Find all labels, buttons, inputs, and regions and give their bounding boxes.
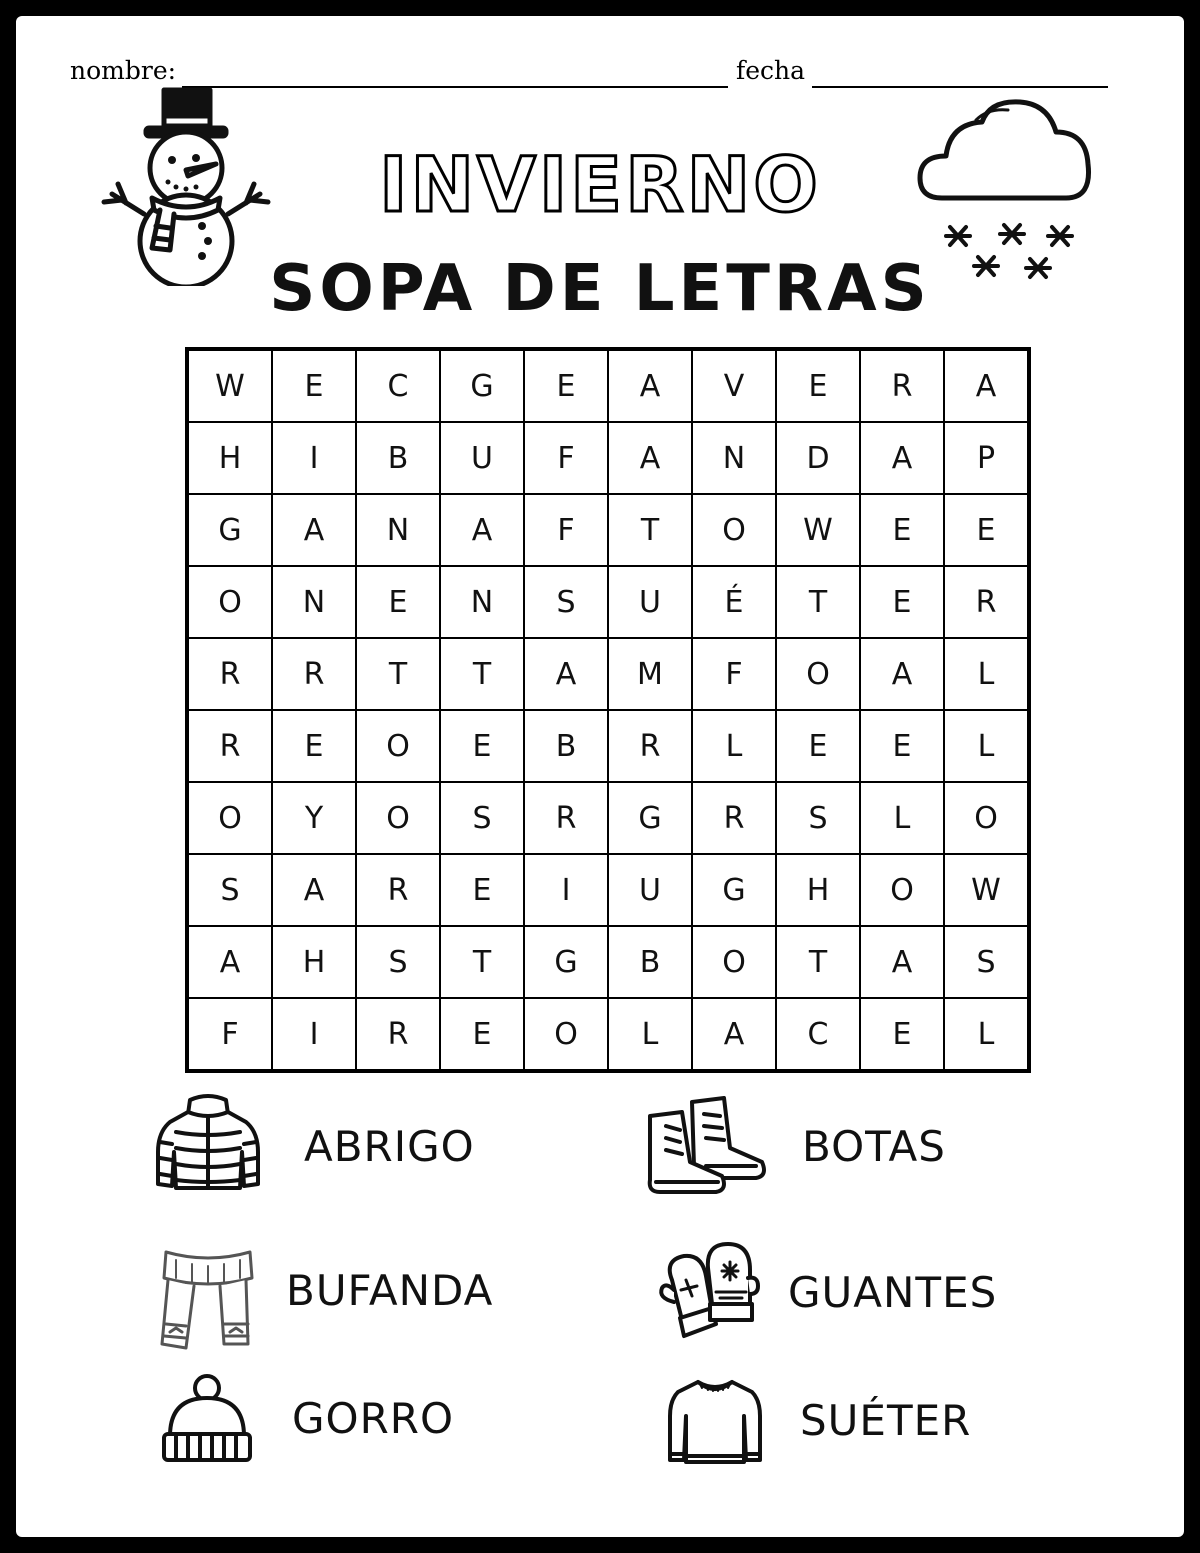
grid-cell[interactable]: O [944,782,1029,854]
grid-cell[interactable]: N [692,422,776,494]
grid-cell[interactable]: E [860,494,944,566]
grid-cell[interactable]: A [692,998,776,1071]
grid-cell[interactable]: R [187,638,272,710]
grid-cell[interactable]: E [440,998,524,1071]
word-label: BOTAS [802,1122,946,1171]
grid-row [187,854,1029,926]
grid-cell[interactable]: M [608,638,692,710]
grid-cell[interactable]: R [860,349,944,422]
grid-cell[interactable]: T [776,566,860,638]
grid-cell[interactable]: H [272,926,356,998]
grid-row [187,494,1029,566]
boots-icon [644,1096,770,1196]
grid-row [187,422,1029,494]
mittens-icon [654,1240,760,1346]
grid-cell[interactable]: U [608,854,692,926]
grid-cell[interactable]: C [356,349,440,422]
grid-cell[interactable]: O [524,998,608,1071]
grid-cell[interactable]: F [187,998,272,1071]
grid-cell[interactable]: B [524,710,608,782]
grid-row [187,998,1029,1071]
grid-cell[interactable]: E [776,349,860,422]
grid-cell[interactable]: R [944,566,1029,638]
grid-cell[interactable]: R [356,854,440,926]
word-label: GORRO [292,1394,455,1443]
grid-cell[interactable]: E [944,494,1029,566]
grid-cell[interactable]: W [944,854,1029,926]
grid-cell[interactable]: P [944,422,1029,494]
grid-cell[interactable]: L [944,638,1029,710]
grid-cell[interactable]: E [356,566,440,638]
grid-cell[interactable]: B [608,926,692,998]
grid-cell[interactable]: S [776,782,860,854]
grid-cell[interactable]: A [860,926,944,998]
grid-cell[interactable]: F [524,422,608,494]
grid-row [187,782,1029,854]
grid-cell[interactable]: A [944,349,1029,422]
grid-row [187,926,1029,998]
grid-cell[interactable]: L [944,710,1029,782]
grid-cell[interactable]: G [440,349,524,422]
grid-cell[interactable]: T [440,926,524,998]
grid-cell[interactable]: R [187,710,272,782]
grid-cell[interactable]: O [860,854,944,926]
grid-cell[interactable]: L [944,998,1029,1071]
grid-cell[interactable]: L [860,782,944,854]
grid-cell[interactable]: É [692,566,776,638]
grid-cell[interactable]: R [272,638,356,710]
grid-cell[interactable]: E [524,349,608,422]
word-label: SUÉTER [800,1396,972,1445]
grid-cell[interactable]: Y [272,782,356,854]
grid-cell[interactable]: U [440,422,524,494]
grid-row [187,349,1029,422]
word-label: ABRIGO [304,1122,475,1171]
grid-cell[interactable]: S [187,854,272,926]
grid-cell[interactable]: S [440,782,524,854]
grid-cell[interactable]: W [187,349,272,422]
grid-cell[interactable]: I [272,998,356,1071]
grid-cell[interactable]: C [776,998,860,1071]
grid-cell[interactable]: E [440,710,524,782]
grid-cell[interactable]: E [860,566,944,638]
grid-cell[interactable]: R [356,998,440,1071]
grid-cell[interactable]: O [356,782,440,854]
grid-cell[interactable]: G [524,926,608,998]
grid-cell[interactable]: R [608,710,692,782]
name-label: nombre: [70,56,177,85]
grid-cell[interactable]: S [944,926,1029,998]
grid-cell[interactable]: E [776,710,860,782]
grid-row [187,566,1029,638]
grid-cell[interactable]: S [356,926,440,998]
page-title: INVIERNO [379,140,821,229]
grid-cell[interactable]: O [356,710,440,782]
jacket-icon [152,1092,264,1196]
grid-cell[interactable]: A [608,422,692,494]
grid-cell[interactable]: N [272,566,356,638]
grid-cell[interactable]: W [776,494,860,566]
grid-cell[interactable]: O [776,638,860,710]
grid-cell[interactable]: V [692,349,776,422]
grid-cell[interactable]: G [187,494,272,566]
page-subtitle: SOPA DE LETRAS [269,252,931,326]
grid-cell[interactable]: I [524,854,608,926]
sweater-icon [668,1376,762,1468]
grid-cell[interactable]: O [692,494,776,566]
grid-cell[interactable]: T [776,926,860,998]
grid-cell[interactable]: B [356,422,440,494]
grid-cell[interactable]: O [187,566,272,638]
grid-cell[interactable]: A [860,422,944,494]
grid-cell[interactable]: A [272,854,356,926]
word-search-grid [185,347,1031,1073]
beanie-icon [160,1372,254,1466]
grid-cell[interactable]: E [860,710,944,782]
grid-cell[interactable]: S [524,566,608,638]
grid-cell[interactable]: T [356,638,440,710]
grid-cell[interactable]: E [272,349,356,422]
word-label: GUANTES [788,1268,998,1317]
grid-cell[interactable]: R [692,782,776,854]
grid-cell[interactable]: A [524,638,608,710]
grid-cell[interactable]: H [776,854,860,926]
grid-cell[interactable]: T [608,494,692,566]
grid-cell[interactable]: U [608,566,692,638]
date-label: fecha [736,56,806,85]
grid-cell[interactable]: H [187,422,272,494]
grid-cell[interactable]: E [860,998,944,1071]
grid-cell[interactable]: A [860,638,944,710]
grid-cell[interactable]: N [440,566,524,638]
grid-cell[interactable]: L [692,710,776,782]
grid-cell[interactable]: A [272,494,356,566]
date-blank-line [812,86,1108,88]
grid-row [187,710,1029,782]
grid-cell[interactable]: F [524,494,608,566]
grid-cell[interactable]: A [608,349,692,422]
grid-cell[interactable]: G [608,782,692,854]
grid-cell[interactable]: T [440,638,524,710]
grid-cell[interactable]: E [272,710,356,782]
grid-cell[interactable]: N [356,494,440,566]
grid-cell[interactable]: I [272,422,356,494]
grid-row [187,638,1029,710]
grid-cell[interactable]: D [776,422,860,494]
grid-cell[interactable]: A [440,494,524,566]
grid-cell[interactable]: E [440,854,524,926]
grid-cell[interactable]: G [692,854,776,926]
word-label: BUFANDA [286,1266,494,1315]
grid-cell[interactable]: R [524,782,608,854]
scarf-icon [158,1244,258,1356]
grid-cell[interactable]: F [692,638,776,710]
worksheet [16,16,1184,1537]
grid-cell[interactable]: L [608,998,692,1071]
grid-cell[interactable]: O [187,782,272,854]
grid-cell[interactable]: A [187,926,272,998]
grid-cell[interactable]: O [692,926,776,998]
